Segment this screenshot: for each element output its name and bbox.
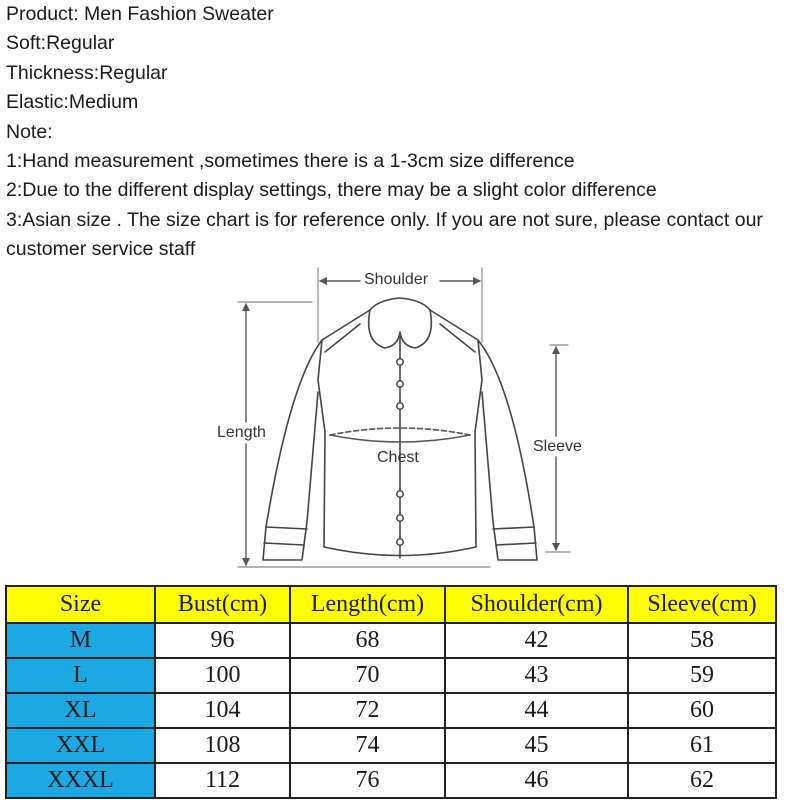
bust-cell: 112 bbox=[155, 763, 290, 798]
length-cell: 76 bbox=[290, 763, 445, 798]
thickness-spec: Thickness:Regular bbox=[6, 61, 168, 84]
note-1: 1:Hand measurement ,sometimes there is a 1-3cm size difference bbox=[6, 150, 575, 173]
bust-cell: 108 bbox=[155, 728, 290, 763]
sleeve-cell: 58 bbox=[628, 623, 776, 658]
note-3: 3:Asian size . The size chart is for reference only. If you are not sure, please contact our customer service staff bbox=[6, 208, 763, 261]
table-header-row bbox=[6, 586, 776, 623]
sleeve-label: Sleeve bbox=[533, 438, 582, 455]
product-specs bbox=[6, 0, 796, 265]
product-name: Product: Men Fashion Sweater bbox=[6, 3, 274, 25]
sleeve-cell: 61 bbox=[628, 728, 776, 763]
length-cell: 68 bbox=[290, 623, 445, 658]
sweater-measurement-diagram bbox=[200, 262, 600, 572]
length-cell: 72 bbox=[290, 693, 445, 728]
length-cell: 74 bbox=[290, 728, 445, 763]
note-title: Note: bbox=[6, 120, 53, 143]
size-cell: XXXL bbox=[6, 763, 155, 798]
header-size: Size bbox=[6, 586, 155, 623]
bust-cell: 100 bbox=[155, 658, 290, 693]
table-row bbox=[6, 763, 776, 798]
table-row bbox=[6, 658, 776, 693]
length-cell: 70 bbox=[290, 658, 445, 693]
size-chart-table bbox=[5, 585, 777, 799]
table-row bbox=[6, 623, 776, 658]
header-length: Length(cm) bbox=[290, 586, 445, 623]
sleeve-cell: 62 bbox=[628, 763, 776, 798]
size-cell: XXL bbox=[6, 728, 155, 763]
size-cell: XL bbox=[6, 693, 155, 728]
elastic-spec: Elastic:Medium bbox=[6, 91, 139, 114]
note-2: 2:Due to the different display settings, there may be a slight color difference bbox=[6, 179, 657, 202]
shirt-illustration bbox=[200, 262, 600, 572]
header-shoulder: Shoulder(cm) bbox=[445, 586, 628, 623]
shoulder-label: Shoulder bbox=[364, 271, 429, 288]
shoulder-cell: 42 bbox=[445, 623, 628, 658]
size-cell: L bbox=[6, 658, 155, 693]
shoulder-cell: 44 bbox=[445, 693, 628, 728]
bust-cell: 96 bbox=[155, 623, 290, 658]
sleeve-cell: 60 bbox=[628, 693, 776, 728]
bust-cell: 104 bbox=[155, 693, 290, 728]
soft-spec: Soft:Regular bbox=[6, 32, 115, 55]
header-bust: Bust(cm) bbox=[155, 586, 290, 623]
table-row bbox=[6, 693, 776, 728]
length-label: Length bbox=[217, 424, 266, 441]
shoulder-cell: 43 bbox=[445, 658, 628, 693]
table-row bbox=[6, 728, 776, 763]
sleeve-cell: 59 bbox=[628, 658, 776, 693]
shoulder-cell: 45 bbox=[445, 728, 628, 763]
chest-label: Chest bbox=[377, 449, 419, 466]
shoulder-cell: 46 bbox=[445, 763, 628, 798]
header-sleeve: Sleeve(cm) bbox=[628, 586, 776, 623]
size-cell: M bbox=[6, 623, 155, 658]
